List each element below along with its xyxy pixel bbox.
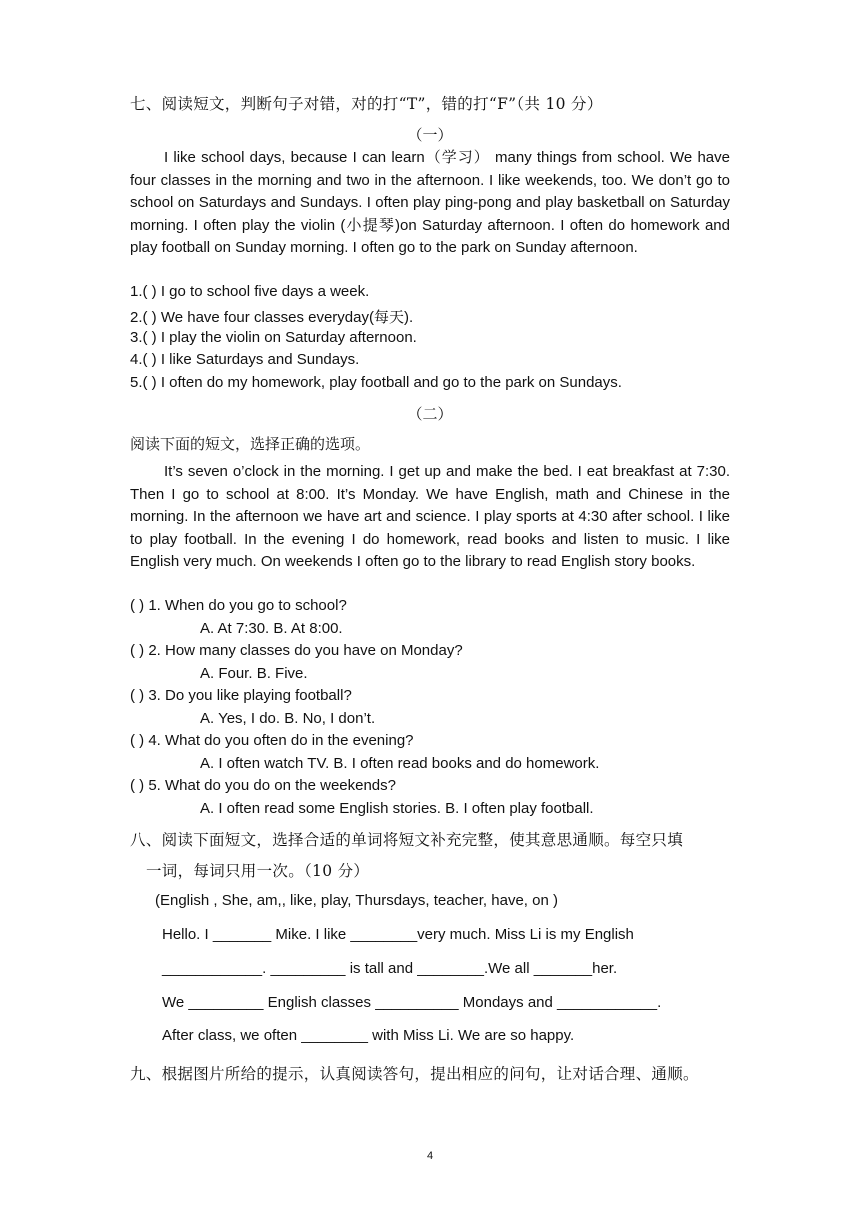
part2-label: （二） xyxy=(407,405,453,423)
judge-item-4: 4.( ) I like Saturdays and Sundays. xyxy=(130,351,360,368)
choice-question-4: ( ) 4. What do you often do in the evening? xyxy=(130,732,414,749)
cloze-line-3: We _________ English classes __________ Mondays and ____________. xyxy=(162,994,662,1011)
part1-label: （一） xyxy=(407,126,453,144)
judge-item-1: 1.( ) I go to school five days a week. xyxy=(130,283,370,300)
cloze-line-1: Hello. I _______ Mike. I like ________very much. Miss Li is my English xyxy=(162,926,634,943)
choice-options-1: A. At 7:30. B. At 8:00. xyxy=(200,620,343,637)
cloze-line-2: ____________. _________ is tall and ________.We all _______her. xyxy=(162,960,618,977)
page-number: 4 xyxy=(426,1150,434,1162)
choice-question-3: ( ) 3. Do you like playing football? xyxy=(130,687,352,704)
choice-question-1: ( ) 1. When do you go to school? xyxy=(130,597,347,614)
judge-item-5: 5.( ) I often do my homework, play football and go to the park on Sundays. xyxy=(130,374,622,391)
section8-heading-line2: 一词，每词只用一次。（10 分） xyxy=(146,862,370,880)
choice-options-2: A. Four. B. Five. xyxy=(200,665,308,682)
section9-heading: 九、根据图片所给的提示，认真阅读答句，提出相应的问句，让对话合理、通顺。 xyxy=(130,1065,699,1083)
judge-item-3: 3.( ) I play the violin on Saturday afternoon. xyxy=(130,329,417,346)
choice-question-5: ( ) 5. What do you do on the weekends? xyxy=(130,777,396,794)
part2-instruction: 阅读下面的短文，选择正确的选项。 xyxy=(130,435,371,453)
choice-options-3: A. Yes, I do. B. No, I don’t. xyxy=(200,710,376,727)
choice-question-2: ( ) 2. How many classes do you have on Monday? xyxy=(130,642,463,659)
part1-passage: I like school days, because I can learn（学习） many things from school. We have four classes in the morning and two in the afternoon. I like weekends, too. We don’t go to school on Saturdays and Sundays. I often play ping-pong and play basketball on Saturday morning. I often play the violin (小提琴)on Saturday afternoon. I often do homework and play football on Sunday morning. I often go to the park on Sunday afternoon. xyxy=(130,149,730,257)
part2-passage: It’s seven o’clock in the morning. I get up and make the bed. I eat breakfast at 7:30. Then I go to school at 8:00. It’s Monday. We have English, math and Chinese in the morning. In the afternoon we have art and science. I play sports at 4:30 after school. I like to play football. In the evening I do homework, read books and listen to music. I like English very much. On weekends I often go to the library to read English story books. xyxy=(130,463,730,571)
section8-heading-line1: 八、阅读下面短文，选择合适的单词将短文补充完整，使其意思通顺。每空只填 xyxy=(130,831,684,849)
judge-item-2: 2.( ) We have four classes everyday(每天). xyxy=(130,309,414,326)
choice-options-5: A. I often read some English stories. B. I often play football. xyxy=(200,800,594,817)
section7-heading: 七、阅读短文，判断句子对错，对的打“T”，错的打“F”（共 10 分） xyxy=(130,95,603,113)
choice-options-4: A. I often watch TV. B. I often read books and do homework. xyxy=(200,755,600,772)
cloze-line-4: After class, we often ________ with Miss Li. We are so happy. xyxy=(162,1027,575,1044)
word-bank: (English , She, am,, like, play, Thursdays, teacher, have, on ) xyxy=(155,892,558,909)
